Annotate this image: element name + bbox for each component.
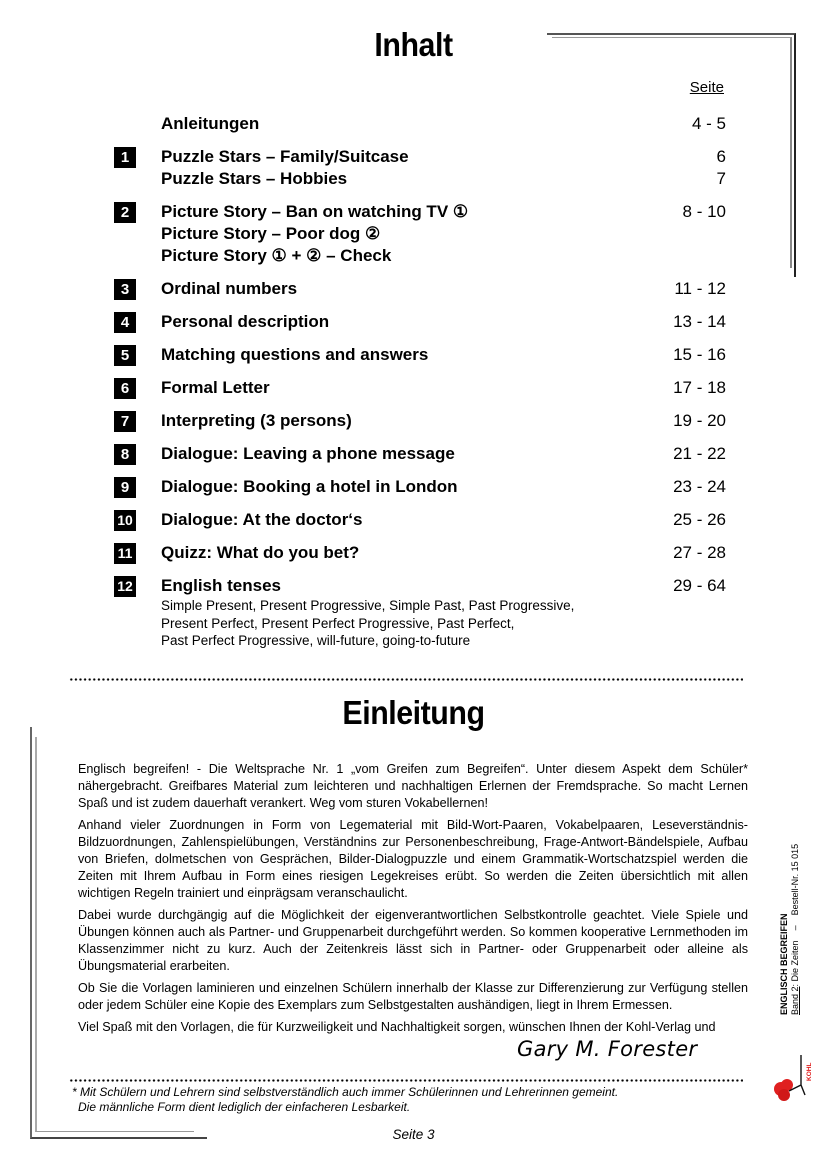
toc-entry-pages — [646, 278, 726, 300]
chapter-number-badge: 8 — [114, 444, 136, 465]
chapter-number-badge: 6 — [114, 378, 136, 399]
page-range: 6 — [716, 147, 726, 166]
toc-entry-title: Interpreting (3 persons) — [161, 411, 352, 430]
toc-entry-titles — [161, 201, 631, 267]
toc-entry-titles — [161, 410, 631, 432]
toc-entry-title: Matching questions and answers — [161, 345, 429, 364]
toc-entry-title: Picture Story ① + ② – Check — [161, 246, 392, 265]
chapter-number-badge: 7 — [114, 411, 136, 432]
volume-prefix: Band 2 — [790, 986, 800, 1015]
page-range: 15 - 16 — [673, 345, 726, 364]
toc-entry-titles — [161, 575, 631, 650]
toc-entry-pages — [646, 311, 726, 333]
page-range: 4 - 5 — [691, 114, 726, 133]
page-column-label: Seite — [689, 79, 724, 96]
toc-entry-pages — [646, 542, 726, 564]
kohl-verlag-logo-icon — [771, 1055, 815, 1105]
toc-entry-pages — [646, 476, 726, 498]
toc-entry-titles — [161, 311, 631, 333]
toc-entry-titles — [161, 476, 631, 498]
toc-entry-title: Anleitungen — [161, 114, 260, 133]
footnote — [72, 1085, 618, 1115]
toc-entry-pages — [646, 575, 726, 597]
chapter-number-badge: 11 — [114, 543, 136, 564]
chapter-number-badge: 1 — [114, 147, 136, 168]
chapter-number-badge: 10 — [114, 510, 136, 531]
volume-line — [790, 844, 801, 1015]
page-range: 7 — [716, 169, 726, 188]
intro-text — [78, 761, 748, 1041]
chapter-number-badge: 2 — [114, 202, 136, 223]
toc-entry-title: Ordinal numbers — [161, 279, 298, 298]
toc-entry-pages — [646, 146, 726, 190]
page-range: 13 - 14 — [673, 312, 726, 331]
intro-paragraph: Englisch begreifen! - Die Weltsprache Nr. 1 „vom Greifen zum Begreifen“. Unter diesem Aspekt dem Schüler* nähergebracht. Greifbares Material zum leichteren und nachhaltigen Erlernen der Fremdsprache. So macht Lernen Spaß und ist zudem dauerhaft verankert. Weg vom sturen Vokabellernen! — [78, 762, 748, 810]
page-range: 19 - 20 — [673, 411, 726, 430]
tree-icon — [774, 1055, 805, 1101]
toc-entry-pages — [646, 377, 726, 399]
chapter-number-badge: 4 — [114, 312, 136, 333]
page-range: 25 - 26 — [673, 510, 726, 529]
chapter-number-badge: 3 — [114, 279, 136, 300]
toc-entry-title: Formal Letter — [161, 378, 270, 397]
toc-entry-pages — [646, 410, 726, 432]
page-range: 27 - 28 — [673, 543, 726, 562]
intro-paragraph: Ob Sie die Vorlagen laminieren und einzelnen Schülern innerhalb der Klasse zur Differenzierung zur Verfügung stellen oder jedem Schüler eine Kopie des Exemplars zum Selbstgestalten aushändigen, liegt in Ihrem Ermessen. — [78, 981, 748, 1012]
page-range: 17 - 18 — [673, 378, 726, 397]
separator: – — [790, 925, 800, 931]
toc-entry-titles — [161, 509, 631, 531]
toc-entry-titles — [161, 443, 631, 465]
toc-entry-pages — [646, 443, 726, 465]
toc-entry-subtitle: Past Perfect Progressive, will-future, going-to-future — [161, 633, 471, 648]
toc-entry-title: Personal description — [161, 312, 330, 331]
toc-entry-title: English tenses — [161, 576, 281, 595]
intro-paragraph: Viel Spaß mit den Vorlagen, die für Kurzweiligkeit und Nachhaltigkeit sorgen, wünschen Ihnen der Kohl-Verlag und — [78, 1020, 716, 1034]
toc-entry-pages — [646, 509, 726, 531]
order-number: Bestell-Nr. 15 015 — [790, 843, 800, 916]
footnote-line: Die männliche Form dient lediglich der einfacheren Lesbarkeit. — [78, 1100, 411, 1114]
toc-entry-titles — [161, 113, 631, 135]
chapter-number-badge: 9 — [114, 477, 136, 498]
author-signature: Gary M. Forester — [517, 1037, 698, 1061]
toc-entry-title: Picture Story – Ban on watching TV ① — [161, 202, 469, 221]
toc-entry-titles — [161, 146, 631, 190]
logo-text: KOHL — [806, 1062, 813, 1081]
chapter-number-badge: 12 — [114, 576, 136, 597]
publisher-info — [779, 844, 801, 1015]
page-range: 8 - 10 — [682, 202, 726, 221]
intro-paragraph: Dabei wurde durchgängig auf die Möglichkeit der eigenverantwortlichen Selbstkontrolle geachtet. Viele Spiele und Übungen können auch als Partner- und Gruppenarbeit durchgeführt werden. So kommen kooperative Lernmethoden im Klassenzimmer nicht zu kurz. Auch der Zeitenkreis lässt sich in Partner- oder Gruppenarbeit oder alleine als Übungsmaterial erarbeiten. — [78, 908, 748, 973]
toc-entry-titles — [161, 377, 631, 399]
page-range: 29 - 64 — [673, 576, 726, 595]
toc-entry-title: Picture Story – Poor dog ② — [161, 224, 381, 243]
volume-title: : Die Zeiten — [790, 940, 800, 987]
page-number: Seite 3 — [392, 1127, 435, 1142]
toc-entry-title: Dialogue: Leaving a phone message — [161, 444, 455, 463]
page-range: 23 - 24 — [673, 477, 726, 496]
intro-paragraph: Anhand vieler Zuordnungen in Form von Legematerial mit Bild-Wort-Paaren, Vokabelpaaren, Leseverständnis-Bildzuordnungen, Zahlenspielübungen, Verständnins zur Personenbeschreibung, Frage-Antwort-Bändelspiele, Aufbau von Briefen, dolmetschen von Gesprächen, Bilder-Dialogpuzzle und einem Grammatik-Wortschatzspiel werden die Zeiten mit Ihrem Aufbau in Form eines riesigen Legekreises erübt. So werden die Zeiten übersichtlich mit allen wichtigen Regeln trainiert und einprägsam veranschaulicht. — [78, 818, 748, 900]
dotted-divider-footnote — [69, 1079, 743, 1082]
series-title: ENGLISCH BEGREIFEN — [779, 913, 789, 1015]
toc-entry-title: Quizz: What do you bet? — [161, 543, 360, 562]
toc-entry-pages — [646, 344, 726, 366]
toc-entry-pages — [646, 201, 726, 223]
toc-entry-subtitle: Present Perfect, Present Perfect Progressive, Past Perfect, — [161, 615, 515, 631]
toc-entry-titles — [161, 344, 631, 366]
toc-entry-titles — [161, 278, 631, 300]
page-range: 21 - 22 — [673, 444, 726, 463]
toc-entry-subtitle: Simple Present, Present Progressive, Simple Past, Past Progressive, — [161, 598, 575, 613]
page-range: 11 - 12 — [674, 279, 726, 298]
toc-entry-title: Dialogue: At the doctor‘s — [161, 510, 363, 529]
toc-entry-title: Puzzle Stars – Hobbies — [161, 169, 348, 188]
toc-entry-title: Puzzle Stars – Family/Suitcase — [161, 147, 409, 166]
toc-entry-titles — [161, 542, 631, 564]
chapter-number-badge: 5 — [114, 345, 136, 366]
intro-title: Einleitung — [342, 694, 485, 731]
dotted-divider — [69, 678, 743, 681]
footnote-line: * Mit Schülern und Lehrern sind selbstverständlich auch immer Schülerinnen und Lehrerinnen gemeint. — [72, 1085, 619, 1099]
toc-title: Inhalt — [374, 26, 453, 63]
toc-entry-pages — [646, 113, 726, 135]
toc-entry-title: Dialogue: Booking a hotel in London — [161, 477, 458, 496]
